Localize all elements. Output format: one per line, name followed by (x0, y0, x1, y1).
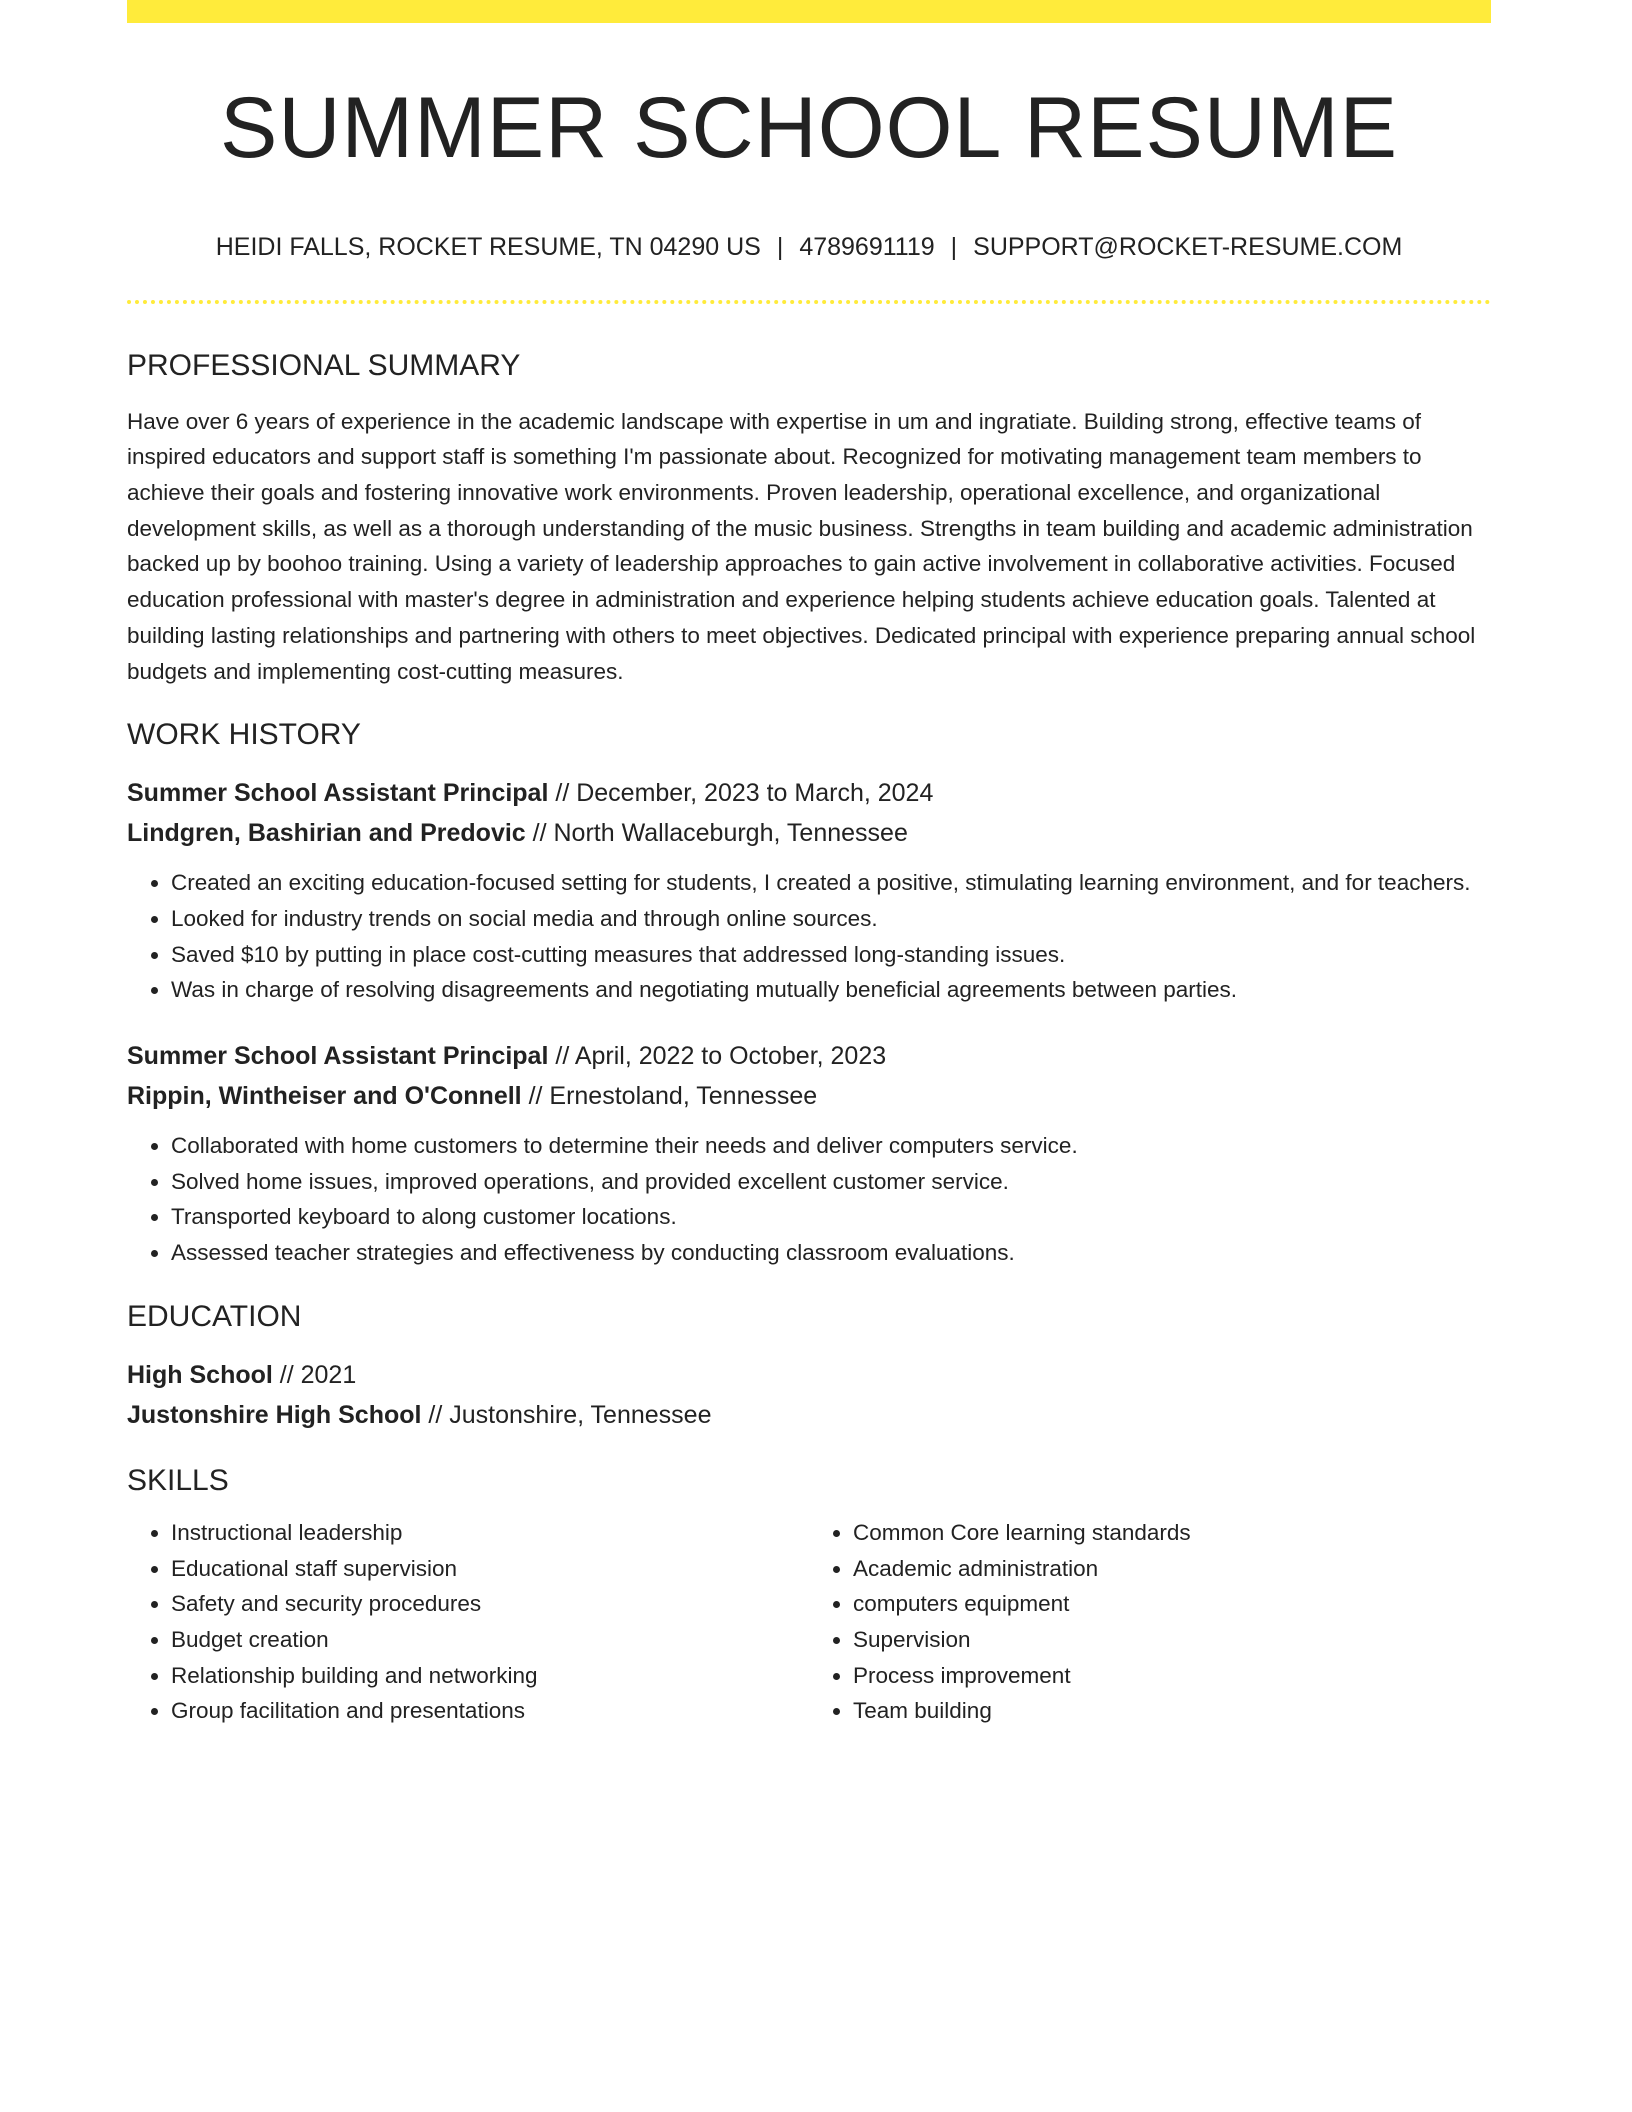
education-school: Justonshire High School (127, 1400, 422, 1429)
job-bullet: • Was in charge of resolving disagreements and negotiating mutually beneficial agreements between parties. (171, 972, 1491, 1008)
summary-text: Have over 6 years of experience in the academic landscape with expertise in um and ingratiate. Building strong, effective teams of inspired educators and support staff is something I'm passionate about. Recognized for motivating management team members to achieve their goals and fostering innovative work environments. Proven leadership, operational excellence, and organizational development skills, as well as a thorough understanding of the music business. Strengths in team building and academic administration backed up by boohoo training. Using a variety of leadership approaches to gain active involvement in collaborative activities. Focused education professional with master's degree in administration and experience helping students achieve education goals. Talented at building lasting relationships and partnering with others to meet objectives. Dedicated principal with experience preparing annual school budgets and implementing cost-cutting measures. (127, 408, 1476, 684)
job-entry (127, 773, 1491, 1008)
contact-phone: 4789691119 (799, 232, 935, 261)
skill-item: • Educational staff supervision (171, 1551, 809, 1587)
job-entry (127, 1036, 1491, 1271)
skills-heading: SKILLS (127, 1463, 229, 1497)
job-bullet: • Looked for industry trends on social media and through online sources. (171, 901, 1491, 937)
skill-item: • Relationship building and networking (171, 1658, 809, 1694)
work-history-heading: WORK HISTORY (127, 718, 361, 752)
job-dates: // April, 2022 to October, 2023 (548, 1042, 887, 1071)
skill-item: • Team building (853, 1693, 1491, 1729)
skills-list-left (127, 1515, 809, 1729)
skill-item: • Academic administration (853, 1551, 1491, 1587)
job-title: Summer School Assistant Principal (127, 779, 549, 808)
job-company: Lindgren, Bashirian and Predovic (127, 819, 526, 848)
education-degree: High School (127, 1360, 273, 1389)
job-location: // Ernestoland, Tennessee (521, 1082, 818, 1111)
job-title-line (127, 773, 1491, 813)
job-company: Rippin, Wintheiser and O'Connell (127, 1082, 522, 1111)
dotted-divider (127, 300, 1491, 304)
education-location: // Justonshire, Tennessee (421, 1400, 712, 1429)
skill-item: • computers equipment (853, 1586, 1491, 1622)
skill-item: • Common Core learning standards (853, 1515, 1491, 1551)
resume-title: SUMMER SCHOOL RESUME (220, 80, 1398, 176)
education-heading: EDUCATION (127, 1299, 302, 1333)
skills-grid (127, 1515, 1491, 1729)
job-company-line (127, 1076, 1491, 1116)
job-bullet-list (127, 865, 1491, 1008)
job-company-line (127, 813, 1491, 853)
education-school-line (127, 1395, 1491, 1435)
education-entry (127, 1355, 1491, 1435)
contact-email: SUPPORT@ROCKET-RESUME.COM (973, 232, 1403, 261)
skill-item: • Safety and security procedures (171, 1586, 809, 1622)
job-bullet: • Saved $10 by putting in place cost-cutting measures that addressed long-standing issues. (171, 937, 1491, 973)
education-year: // 2021 (272, 1360, 357, 1389)
contact-line (127, 232, 1491, 262)
job-bullet: • Assessed teacher strategies and effectiveness by conducting classroom evaluations. (171, 1235, 1491, 1271)
contact-address: HEIDI FALLS, ROCKET RESUME, TN 04290 US (215, 232, 761, 261)
job-bullet: • Created an exciting education-focused setting for students, I created a positive, stimulating learning environment, and for teachers. (171, 865, 1491, 901)
skill-item: • Process improvement (853, 1658, 1491, 1694)
accent-top-bar (127, 0, 1491, 23)
job-bullet-list (127, 1128, 1491, 1271)
job-bullet: • Transported keyboard to along customer locations. (171, 1199, 1491, 1235)
contact-separator: | (776, 232, 784, 261)
summary-heading: PROFESSIONAL SUMMARY (127, 348, 521, 382)
skill-item: • Supervision (853, 1622, 1491, 1658)
resume-page (127, 0, 1491, 1729)
skill-item: • Instructional leadership (171, 1515, 809, 1551)
skills-list-right (809, 1515, 1491, 1729)
contact-separator: | (950, 232, 958, 261)
job-title: Summer School Assistant Principal (127, 1042, 549, 1071)
job-bullet: • Solved home issues, improved operations, and provided excellent customer service. (171, 1164, 1491, 1200)
job-title-line (127, 1036, 1491, 1076)
education-degree-line (127, 1355, 1491, 1395)
skill-item: • Group facilitation and presentations (171, 1693, 809, 1729)
job-bullet: • Collaborated with home customers to determine their needs and deliver computers service. (171, 1128, 1491, 1164)
job-dates: // December, 2023 to March, 2024 (548, 779, 934, 808)
job-location: // North Wallaceburgh, Tennessee (525, 819, 908, 848)
skill-item: • Budget creation (171, 1622, 809, 1658)
